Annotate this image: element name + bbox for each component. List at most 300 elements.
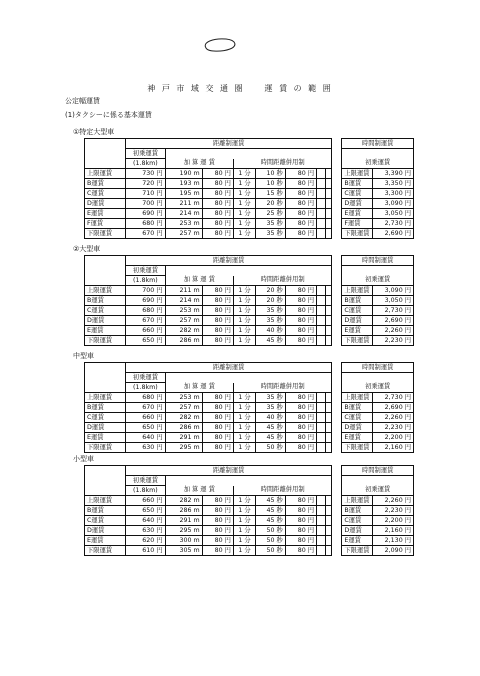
fare-label: 上限運賃 [85, 393, 126, 403]
fare-label: D運賃 [85, 526, 126, 536]
initial-fare-value: 630 円 [126, 443, 165, 453]
initial-fare-value: 680 円 [126, 219, 165, 229]
spacer-cell [317, 536, 325, 546]
time-fare-value: 80 円 [285, 179, 316, 189]
gap-cell [332, 496, 342, 506]
time-fare-value: 80 円 [285, 336, 316, 346]
initial-fare-value: 730 円 [126, 169, 165, 179]
fare-row [85, 433, 414, 443]
initial-fare-header: 初乗運賃 [126, 373, 165, 383]
time-fare-value: 80 円 [285, 306, 316, 316]
corner-cell [85, 466, 126, 496]
initial-fare-value: 650 円 [126, 506, 165, 516]
time-initial-value: 2,160 円 [372, 443, 413, 453]
gap-cell [332, 286, 342, 296]
spacer-cell [325, 219, 332, 229]
time-minutes-value: 1 分 [233, 423, 255, 433]
time-fare-label: 下限運賃 [342, 546, 372, 556]
add-fare-value: 80 円 [202, 169, 233, 179]
time-initial-header: 初乗運賃 [342, 159, 414, 169]
time-fare-value: 80 円 [285, 393, 316, 403]
time-minutes-value: 1 分 [233, 229, 255, 239]
distance-system-header: 距離制運賃 [126, 363, 332, 373]
blank-header [165, 266, 332, 276]
time-fare-value: 80 円 [285, 403, 316, 413]
time-fare-label: E運賃 [342, 536, 372, 546]
time-initial-value: 2,130 円 [372, 536, 413, 546]
initial-fare-value: 680 円 [126, 306, 165, 316]
add-distance-value: 305 m [165, 546, 202, 556]
fare-row [85, 316, 414, 326]
add-distance-value: 295 m [165, 526, 202, 536]
add-fare-value: 80 円 [202, 296, 233, 306]
spacer-cell [325, 169, 332, 179]
spacer-cell [325, 403, 332, 413]
fare-row [85, 496, 414, 506]
time-minutes-value: 1 分 [233, 306, 255, 316]
add-fare-value: 80 円 [202, 403, 233, 413]
fare-row [85, 179, 414, 189]
add-distance-value: 295 m [165, 443, 202, 453]
fare-label: E運賃 [85, 536, 126, 546]
time-system-header: 時間制運賃 [342, 466, 414, 476]
time-seconds-value: 20 秒 [256, 199, 286, 209]
add-fare-value: 80 円 [202, 516, 233, 526]
gap-cell [332, 516, 342, 526]
gap-cell [332, 423, 342, 433]
add-fare-value: 80 円 [202, 433, 233, 443]
time-fare-label: D運賃 [342, 316, 372, 326]
spacer-cell [325, 433, 332, 443]
time-seconds-value: 40 秒 [256, 413, 286, 423]
add-distance-value: 257 m [165, 229, 202, 239]
fare-table [84, 465, 414, 556]
spacer-cell [317, 496, 325, 506]
spacer-cell [317, 229, 325, 239]
fare-row [85, 403, 414, 413]
time-fare-label: C運賃 [342, 306, 372, 316]
initial-fare-value: 700 円 [126, 199, 165, 209]
fare-row [85, 296, 414, 306]
gap-cell [332, 209, 342, 219]
time-fare-label: E運賃 [342, 326, 372, 336]
add-fare-value: 80 円 [202, 336, 233, 346]
add-fare-value: 80 円 [202, 306, 233, 316]
time-fare-label: 上限運賃 [342, 393, 372, 403]
initial-fare-value: 680 円 [126, 393, 165, 403]
fare-label: 上限運賃 [85, 286, 126, 296]
add-fare-value: 80 円 [202, 536, 233, 546]
time-system-header: 時間制運賃 [342, 256, 414, 266]
add-fare-value: 80 円 [202, 526, 233, 536]
fare-row [85, 169, 414, 179]
fare-row [85, 393, 414, 403]
time-initial-value: 3,350 円 [372, 179, 413, 189]
spacer-cell [325, 326, 332, 336]
time-minutes-value: 1 分 [233, 209, 255, 219]
fare-table [84, 362, 414, 453]
time-initial-value: 3,300 円 [372, 189, 413, 199]
add-distance-value: 282 m [165, 413, 202, 423]
fare-row [85, 209, 414, 219]
gap-cell [332, 443, 342, 453]
time-minutes-value: 1 分 [233, 286, 255, 296]
time-initial-value: 2,690 円 [372, 403, 413, 413]
spacer-cell [325, 496, 332, 506]
spacer-cell [325, 516, 332, 526]
fare-label: C運賃 [85, 516, 126, 526]
time-seconds-value: 50 秒 [256, 526, 286, 536]
fare-row [85, 526, 414, 536]
spacer-cell [317, 526, 325, 536]
blank-header [165, 149, 332, 159]
time-initial-value: 2,160 円 [372, 526, 413, 536]
corner-cell [85, 139, 126, 169]
initial-km-header: (1.8km) [126, 159, 165, 169]
time-minutes-value: 1 分 [233, 403, 255, 413]
add-fare-value: 80 円 [202, 189, 233, 199]
time-minutes-value: 1 分 [233, 393, 255, 403]
spacer-cell [325, 199, 332, 209]
fare-label: C運賃 [85, 413, 126, 423]
time-fare-value: 80 円 [285, 443, 316, 453]
add-fare-header: 加 算 運 賃 [165, 486, 233, 496]
add-distance-value: 286 m [165, 336, 202, 346]
time-minutes-value: 1 分 [233, 179, 255, 189]
time-minutes-value: 1 分 [233, 433, 255, 443]
time-minutes-value: 1 分 [233, 296, 255, 306]
time-fare-label: 上限運賃 [342, 496, 372, 506]
gap-cell [332, 306, 342, 316]
fare-table [84, 138, 414, 239]
time-initial-value: 2,260 円 [372, 496, 413, 506]
time-seconds-value: 25 秒 [256, 209, 286, 219]
add-fare-value: 80 円 [202, 209, 233, 219]
add-distance-value: 291 m [165, 433, 202, 443]
time-distance-header: 時間距離併用制 [233, 159, 331, 169]
time-minutes-value: 1 分 [233, 526, 255, 536]
fare-row [85, 306, 414, 316]
time-minutes-value: 1 分 [233, 506, 255, 516]
spacer-cell [325, 423, 332, 433]
gap-cell [332, 546, 342, 556]
time-fare-value: 80 円 [285, 326, 316, 336]
time-seconds-value: 20 秒 [256, 286, 286, 296]
blank-header [342, 476, 414, 486]
initial-fare-value: 650 円 [126, 336, 165, 346]
time-minutes-value: 1 分 [233, 316, 255, 326]
spacer-cell [317, 546, 325, 556]
gap-cell [332, 363, 342, 393]
add-distance-value: 211 m [165, 199, 202, 209]
initial-fare-value: 670 円 [126, 229, 165, 239]
subtitle-fare-type: 公定幅運賃 [65, 97, 100, 105]
spacer-cell [325, 393, 332, 403]
fare-row [85, 413, 414, 423]
time-initial-value: 3,390 円 [372, 169, 413, 179]
fare-label: B運賃 [85, 506, 126, 516]
time-fare-label: 下限運賃 [342, 229, 372, 239]
distance-system-header: 距離制運賃 [126, 139, 332, 149]
initial-fare-value: 710 円 [126, 189, 165, 199]
time-initial-value: 2,730 円 [372, 219, 413, 229]
gap-cell [332, 219, 342, 229]
gap-cell [332, 336, 342, 346]
section-title: ②大型車 [73, 245, 101, 253]
time-fare-value: 80 円 [285, 536, 316, 546]
time-fare-value: 80 円 [285, 296, 316, 306]
initial-fare-value: 690 円 [126, 296, 165, 306]
time-fare-value: 80 円 [285, 516, 316, 526]
gap-cell [332, 229, 342, 239]
time-system-header: 時間制運賃 [342, 363, 414, 373]
spacer-cell [325, 189, 332, 199]
add-distance-value: 214 m [165, 209, 202, 219]
gap-cell [332, 189, 342, 199]
section-title: 小型車 [73, 455, 94, 463]
add-fare-value: 80 円 [202, 443, 233, 453]
initial-fare-value: 700 円 [126, 286, 165, 296]
gap-cell [332, 199, 342, 209]
spacer-cell [325, 229, 332, 239]
spacer-cell [325, 506, 332, 516]
initial-km-header: (1.8km) [126, 383, 165, 393]
spacer-cell [317, 433, 325, 443]
time-fare-value: 80 円 [285, 199, 316, 209]
corner-cell [85, 256, 126, 286]
fare-row [85, 443, 414, 453]
time-fare-label: D運賃 [342, 199, 372, 209]
time-minutes-value: 1 分 [233, 219, 255, 229]
fare-row [85, 336, 414, 346]
gap-cell [332, 526, 342, 536]
time-seconds-value: 45 秒 [256, 423, 286, 433]
time-fare-label: 下限運賃 [342, 443, 372, 453]
initial-fare-value: 670 円 [126, 403, 165, 413]
time-fare-value: 80 円 [285, 413, 316, 423]
fare-label: 下限運賃 [85, 229, 126, 239]
fare-label: 下限運賃 [85, 546, 126, 556]
blank-header [342, 149, 414, 159]
spacer-cell [317, 403, 325, 413]
time-initial-value: 3,050 円 [372, 296, 413, 306]
spacer-cell [317, 393, 325, 403]
add-fare-value: 80 円 [202, 229, 233, 239]
spacer-cell [325, 296, 332, 306]
add-fare-header: 加 算 運 賃 [165, 383, 233, 393]
fare-label: B運賃 [85, 403, 126, 413]
fare-table [84, 255, 414, 346]
time-initial-value: 3,090 円 [372, 199, 413, 209]
time-fare-label: C運賃 [342, 413, 372, 423]
time-fare-value: 80 円 [285, 506, 316, 516]
fare-label: F運賃 [85, 219, 126, 229]
time-initial-value: 2,230 円 [372, 336, 413, 346]
add-distance-value: 282 m [165, 496, 202, 506]
fare-row [85, 546, 414, 556]
time-seconds-value: 35 秒 [256, 229, 286, 239]
add-fare-header: 加 算 運 賃 [165, 276, 233, 286]
fare-row [85, 516, 414, 526]
add-distance-value: 291 m [165, 516, 202, 526]
time-seconds-value: 50 秒 [256, 536, 286, 546]
spacer-cell [317, 306, 325, 316]
time-seconds-value: 45 秒 [256, 433, 286, 443]
time-fare-label: C運賃 [342, 189, 372, 199]
time-minutes-value: 1 分 [233, 336, 255, 346]
add-distance-value: 253 m [165, 306, 202, 316]
gap-cell [332, 413, 342, 423]
add-distance-value: 193 m [165, 179, 202, 189]
time-fare-label: 上限運賃 [342, 169, 372, 179]
fare-row [85, 229, 414, 239]
fare-label: 下限運賃 [85, 443, 126, 453]
spacer-cell [325, 209, 332, 219]
spacer-cell [325, 286, 332, 296]
time-initial-value: 2,260 円 [372, 413, 413, 423]
time-fare-value: 80 円 [285, 286, 316, 296]
gap-cell [332, 296, 342, 306]
initial-fare-value: 640 円 [126, 433, 165, 443]
spacer-cell [325, 413, 332, 423]
time-fare-label: B運賃 [342, 179, 372, 189]
add-fare-value: 80 円 [202, 423, 233, 433]
spacer-cell [317, 179, 325, 189]
initial-fare-value: 630 円 [126, 526, 165, 536]
time-initial-value: 2,200 円 [372, 516, 413, 526]
fare-row [85, 189, 414, 199]
fare-label: E運賃 [85, 209, 126, 219]
gap-cell [332, 326, 342, 336]
time-fare-label: D運賃 [342, 526, 372, 536]
add-fare-value: 80 円 [202, 413, 233, 423]
time-seconds-value: 15 秒 [256, 189, 286, 199]
time-minutes-value: 1 分 [233, 326, 255, 336]
add-fare-value: 80 円 [202, 199, 233, 209]
spacer-cell [325, 306, 332, 316]
time-fare-label: B運賃 [342, 403, 372, 413]
time-initial-header: 初乗運賃 [342, 486, 414, 496]
spacer-cell [325, 336, 332, 346]
initial-km-header: (1.8km) [126, 276, 165, 286]
fare-label: D運賃 [85, 316, 126, 326]
time-seconds-value: 40 秒 [256, 326, 286, 336]
time-initial-value: 2,730 円 [372, 306, 413, 316]
add-distance-value: 257 m [165, 403, 202, 413]
time-fare-label: B運賃 [342, 296, 372, 306]
time-minutes-value: 1 分 [233, 169, 255, 179]
time-fare-value: 80 円 [285, 433, 316, 443]
time-fare-label: D運賃 [342, 423, 372, 433]
time-minutes-value: 1 分 [233, 189, 255, 199]
time-fare-label: B運賃 [342, 506, 372, 516]
time-initial-value: 2,200 円 [372, 433, 413, 443]
subtitle-basic-fare: (1)タクシーに係る基本運賃 [65, 111, 152, 119]
time-seconds-value: 10 秒 [256, 179, 286, 189]
section-title: 中型車 [73, 352, 94, 360]
time-fare-value: 80 円 [285, 316, 316, 326]
time-initial-header: 初乗運賃 [342, 276, 414, 286]
time-fare-value: 80 円 [285, 219, 316, 229]
fare-label: E運賃 [85, 433, 126, 443]
handwritten-mark [200, 36, 240, 54]
fare-row [85, 199, 414, 209]
gap-cell [332, 316, 342, 326]
time-fare-label: 上限運賃 [342, 286, 372, 296]
time-seconds-value: 20 秒 [256, 296, 286, 306]
add-distance-value: 286 m [165, 423, 202, 433]
time-distance-header: 時間距離併用制 [233, 486, 331, 496]
fare-row [85, 286, 414, 296]
time-seconds-value: 35 秒 [256, 306, 286, 316]
add-distance-value: 190 m [165, 169, 202, 179]
fare-label: D運賃 [85, 423, 126, 433]
time-fare-value: 80 円 [285, 496, 316, 506]
section-title: ①特定大型車 [73, 128, 115, 136]
spacer-cell [317, 219, 325, 229]
time-minutes-value: 1 分 [233, 516, 255, 526]
time-seconds-value: 45 秒 [256, 506, 286, 516]
time-seconds-value: 45 秒 [256, 336, 286, 346]
spacer-cell [325, 546, 332, 556]
time-initial-value: 2,230 円 [372, 423, 413, 433]
fare-row [85, 326, 414, 336]
add-distance-value: 253 m [165, 393, 202, 403]
add-fare-value: 80 円 [202, 393, 233, 403]
time-minutes-value: 1 分 [233, 536, 255, 546]
time-fare-value: 80 円 [285, 169, 316, 179]
time-seconds-value: 35 秒 [256, 316, 286, 326]
spacer-cell [317, 189, 325, 199]
fare-label: C運賃 [85, 306, 126, 316]
corner-cell [85, 363, 126, 393]
time-minutes-value: 1 分 [233, 413, 255, 423]
gap-cell [332, 433, 342, 443]
add-distance-value: 214 m [165, 296, 202, 306]
time-seconds-value: 50 秒 [256, 546, 286, 556]
initial-fare-value: 620 円 [126, 536, 165, 546]
initial-fare-value: 660 円 [126, 326, 165, 336]
spacer-cell [317, 296, 325, 306]
add-fare-value: 80 円 [202, 546, 233, 556]
spacer-cell [317, 516, 325, 526]
initial-fare-header: 初乗運賃 [126, 149, 165, 159]
add-distance-value: 286 m [165, 506, 202, 516]
spacer-cell [317, 413, 325, 423]
spacer-cell [317, 169, 325, 179]
time-minutes-value: 1 分 [233, 546, 255, 556]
gap-cell [332, 393, 342, 403]
add-fare-header: 加 算 運 賃 [165, 159, 233, 169]
initial-fare-header: 初乗運賃 [126, 476, 165, 486]
time-initial-value: 2,090 円 [372, 546, 413, 556]
spacer-cell [317, 443, 325, 453]
time-system-header: 時間制運賃 [342, 139, 414, 149]
fare-label: 下限運賃 [85, 336, 126, 346]
initial-fare-value: 640 円 [126, 516, 165, 526]
add-distance-value: 253 m [165, 219, 202, 229]
time-initial-value: 2,690 円 [372, 229, 413, 239]
time-fare-label: C運賃 [342, 516, 372, 526]
time-fare-value: 80 円 [285, 423, 316, 433]
spacer-cell [325, 179, 332, 189]
spacer-cell [325, 536, 332, 546]
fare-row [85, 536, 414, 546]
add-fare-value: 80 円 [202, 219, 233, 229]
blank-header [342, 373, 414, 383]
fare-row [85, 506, 414, 516]
time-fare-label: E運賃 [342, 433, 372, 443]
